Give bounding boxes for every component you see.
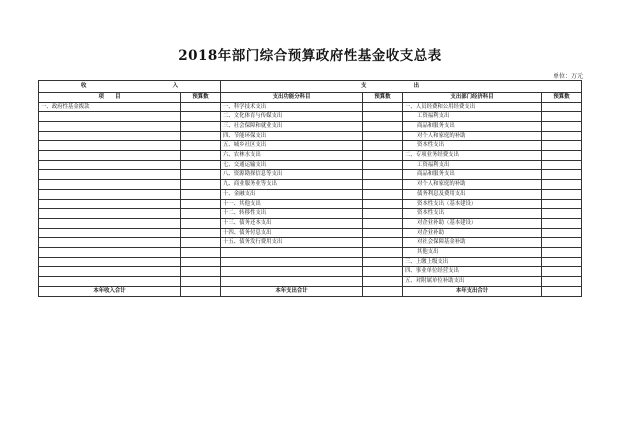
income-budget-cell xyxy=(181,199,221,209)
income-item-cell xyxy=(39,112,181,122)
income-item-cell xyxy=(39,267,181,277)
income-budget-cell xyxy=(181,180,221,190)
econ-budget-cell xyxy=(542,277,582,287)
func-subject-cell: 十五、债务发行费用支出 xyxy=(221,238,363,248)
table-row xyxy=(39,189,582,199)
func-subject-cell: 九、商业服务业等支出 xyxy=(221,180,363,190)
econ-subject-cell: 对企业补助（基本建设） xyxy=(403,218,542,228)
econ-budget-cell xyxy=(542,112,582,122)
func-budget-cell xyxy=(363,112,403,122)
income-budget-cell xyxy=(181,189,221,199)
table-row xyxy=(39,121,582,131)
income-budget-cell xyxy=(181,160,221,170)
income-item-cell xyxy=(39,151,181,161)
header-budget-income: 预算数 xyxy=(181,92,221,102)
econ-budget-cell xyxy=(542,209,582,219)
econ-total-value xyxy=(542,286,582,296)
table-row xyxy=(39,218,582,228)
table-row xyxy=(39,257,582,267)
econ-subject-cell: 四、事业单位经营支出 xyxy=(403,267,542,277)
table-row xyxy=(39,141,582,151)
func-subject-cell xyxy=(221,267,363,277)
func-subject-cell: 三、社会保障和就业支出 xyxy=(221,121,363,131)
func-budget-cell xyxy=(363,131,403,141)
income-item-cell xyxy=(39,170,181,180)
econ-budget-cell xyxy=(542,121,582,131)
header-row-groups xyxy=(39,81,582,93)
func-budget-cell xyxy=(363,238,403,248)
func-budget-cell xyxy=(363,277,403,287)
income-item-cell xyxy=(39,141,181,151)
header-budget-econ: 预算数 xyxy=(542,92,582,102)
income-group-header xyxy=(39,81,221,93)
income-budget-cell xyxy=(181,277,221,287)
func-budget-cell xyxy=(363,180,403,190)
table-row xyxy=(39,112,582,122)
econ-budget-cell xyxy=(542,160,582,170)
income-item-cell xyxy=(39,218,181,228)
income-item-cell xyxy=(39,209,181,219)
func-subject-cell: 八、资源勘探信息等支出 xyxy=(221,170,363,180)
func-subject-cell: 十三、债务还本支出 xyxy=(221,218,363,228)
econ-budget-cell xyxy=(542,151,582,161)
income-budget-cell xyxy=(181,209,221,219)
func-budget-cell xyxy=(363,248,403,258)
table-row xyxy=(39,102,582,112)
income-budget-cell xyxy=(181,228,221,238)
func-budget-cell xyxy=(363,209,403,219)
econ-budget-cell xyxy=(542,189,582,199)
func-subject-cell: 一、科学技术支出 xyxy=(221,102,363,112)
income-budget-cell xyxy=(181,141,221,151)
func-subject-cell: 二、文化体育与传媒支出 xyxy=(221,112,363,122)
econ-budget-cell xyxy=(542,141,582,151)
income-budget-cell xyxy=(181,102,221,112)
econ-subject-cell: 对个人和家庭的补助 xyxy=(403,131,542,141)
table-row xyxy=(39,160,582,170)
budget-table xyxy=(38,80,582,297)
income-item-cell xyxy=(39,238,181,248)
func-subject-cell: 五、城乡社区支出 xyxy=(221,141,363,151)
func-budget-cell xyxy=(363,199,403,209)
table-row xyxy=(39,228,582,238)
income-item-cell xyxy=(39,228,181,238)
table-title: 2018年部门综合预算政府性基金收支总表 xyxy=(178,48,442,64)
econ-subject-cell: 五、对附属单位补助支出 xyxy=(403,277,542,287)
econ-subject-cell: 对企业补助 xyxy=(403,228,542,238)
header-item: 项 目 xyxy=(39,92,181,102)
func-budget-cell xyxy=(363,257,403,267)
econ-budget-cell xyxy=(542,257,582,267)
func-subject-cell xyxy=(221,248,363,258)
income-group-char2: 入 xyxy=(172,83,178,89)
table-row xyxy=(39,238,582,248)
func-budget-cell xyxy=(363,151,403,161)
income-group-char1: 收 xyxy=(81,83,87,89)
func-subject-cell: 十二、转移性支出 xyxy=(221,209,363,219)
income-item-cell xyxy=(39,180,181,190)
func-subject-cell: 十四、债务付息支出 xyxy=(221,228,363,238)
func-budget-cell xyxy=(363,170,403,180)
func-budget-cell xyxy=(363,141,403,151)
income-budget-cell xyxy=(181,267,221,277)
income-item-cell xyxy=(39,277,181,287)
income-total-value xyxy=(181,286,221,296)
econ-subject-cell: 工资福利支出 xyxy=(403,112,542,122)
func-budget-cell xyxy=(363,102,403,112)
income-item-cell xyxy=(39,248,181,258)
econ-subject-cell: 资本性支出（基本建设） xyxy=(403,199,542,209)
func-subject-cell: 四、节能环保支出 xyxy=(221,131,363,141)
func-subject-cell: 七、交通运输支出 xyxy=(221,160,363,170)
func-budget-cell xyxy=(363,267,403,277)
header-budget-func: 预算数 xyxy=(363,92,403,102)
func-budget-cell xyxy=(363,121,403,131)
econ-subject-cell: 对社会保障基金补助 xyxy=(403,238,542,248)
expend-group-char2: 出 xyxy=(413,83,419,89)
income-item-cell xyxy=(39,160,181,170)
econ-budget-cell xyxy=(542,170,582,180)
expend-group-header xyxy=(221,81,582,93)
func-subject-cell: 十一、其他支出 xyxy=(221,199,363,209)
income-budget-cell xyxy=(181,170,221,180)
unit-label: 单位：万元 xyxy=(552,73,583,80)
income-budget-cell xyxy=(181,112,221,122)
econ-budget-cell xyxy=(542,180,582,190)
income-budget-cell xyxy=(181,257,221,267)
func-budget-cell xyxy=(363,189,403,199)
func-subject-cell: 六、农林水支出 xyxy=(221,151,363,161)
income-item-cell xyxy=(39,199,181,209)
econ-subject-cell: 一、人员经费和公用经费支出 xyxy=(403,102,542,112)
func-subject-cell xyxy=(221,257,363,267)
econ-subject-cell: 三、上缴上级支出 xyxy=(403,257,542,267)
income-total-label: 本年收入合计 xyxy=(39,286,181,296)
income-budget-cell xyxy=(181,131,221,141)
income-budget-cell xyxy=(181,151,221,161)
table-row xyxy=(39,180,582,190)
totals-row xyxy=(39,286,582,296)
econ-budget-cell xyxy=(542,131,582,141)
econ-subject-cell: 商品和服务支出 xyxy=(403,121,542,131)
econ-subject-cell: 资本性支出 xyxy=(403,209,542,219)
func-total-label: 本年支出合计 xyxy=(221,286,363,296)
func-subject-cell: 十、金融支出 xyxy=(221,189,363,199)
func-budget-cell xyxy=(363,160,403,170)
econ-budget-cell xyxy=(542,102,582,112)
econ-budget-cell xyxy=(542,228,582,238)
header-func-subject: 支出功能分科目 xyxy=(221,92,363,102)
income-budget-cell xyxy=(181,121,221,131)
table-row xyxy=(39,277,582,287)
table-row xyxy=(39,209,582,219)
table-row xyxy=(39,248,582,258)
table-row xyxy=(39,151,582,161)
income-budget-cell xyxy=(181,218,221,228)
econ-budget-cell xyxy=(542,199,582,209)
table-row xyxy=(39,267,582,277)
income-item-cell: 一、政府性基金拨款 xyxy=(39,102,181,112)
econ-budget-cell xyxy=(542,248,582,258)
func-total-value xyxy=(363,286,403,296)
table-row xyxy=(39,170,582,180)
econ-subject-cell: 其他支出 xyxy=(403,248,542,258)
econ-subject-cell: 商品和服务支出 xyxy=(403,170,542,180)
func-budget-cell xyxy=(363,228,403,238)
income-item-cell xyxy=(39,257,181,267)
econ-budget-cell xyxy=(542,218,582,228)
econ-subject-cell: 工资福利支出 xyxy=(403,160,542,170)
income-item-cell xyxy=(39,121,181,131)
income-budget-cell xyxy=(181,248,221,258)
table-row xyxy=(39,131,582,141)
econ-subject-cell: 对个人和家庭的补助 xyxy=(403,180,542,190)
table-row xyxy=(39,199,582,209)
income-item-cell xyxy=(39,189,181,199)
econ-budget-cell xyxy=(542,238,582,248)
econ-total-label: 本年支出合计 xyxy=(403,286,542,296)
func-budget-cell xyxy=(363,218,403,228)
expend-group-char1: 支 xyxy=(361,83,367,89)
income-item-cell xyxy=(39,131,181,141)
header-row-columns xyxy=(39,92,582,102)
income-budget-cell xyxy=(181,238,221,248)
econ-budget-cell xyxy=(542,267,582,277)
econ-subject-cell: 资本性支出 xyxy=(403,141,542,151)
header-econ-subject: 支出部门经济科目 xyxy=(403,92,542,102)
econ-subject-cell: 债务利息及费用支出 xyxy=(403,189,542,199)
func-subject-cell xyxy=(221,277,363,287)
econ-subject-cell: 二、专项业务经费支出 xyxy=(403,151,542,161)
